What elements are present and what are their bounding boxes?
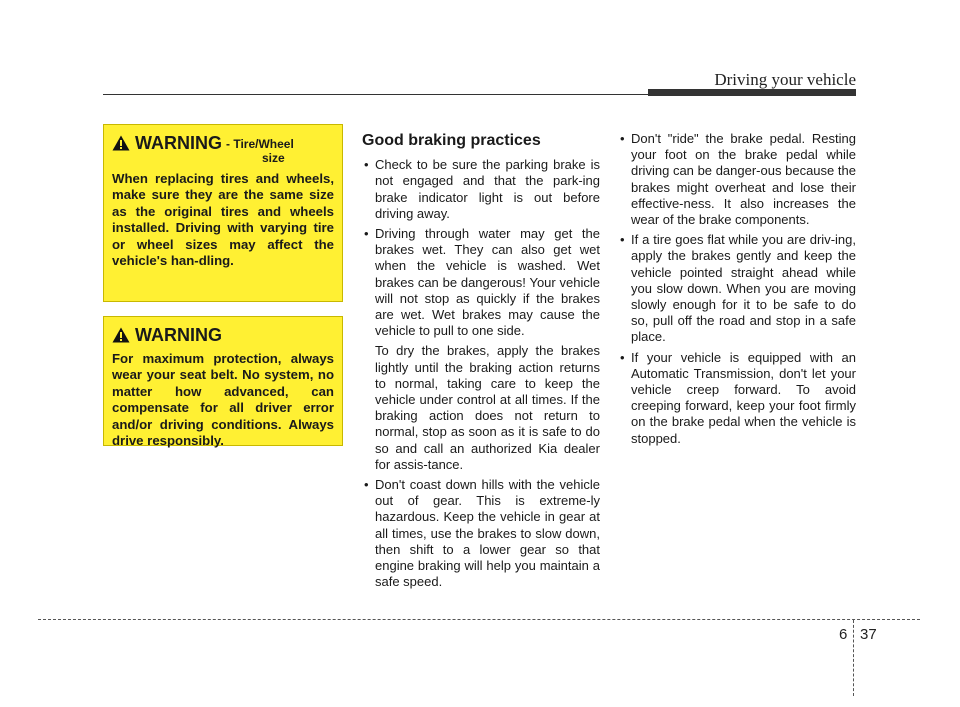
warning-body: When replacing tires and wheels, make sure they are the same size as the original tires and wheels installed. Driving with varying tire or wheel sizes may affect the vehicle's han-dling. bbox=[112, 171, 334, 269]
braking-column-right bbox=[618, 131, 856, 451]
warning-header bbox=[112, 325, 334, 345]
footer-vertical-divider bbox=[853, 620, 854, 696]
warning-box-seat-belt bbox=[103, 316, 343, 449]
warning-body: For maximum protection, always wear your seat belt. No system, no matter how advanced, can compensate for all driver error and/or driving conditions. Always drive responsibly. bbox=[112, 351, 334, 449]
warning-label: WARNING bbox=[135, 133, 222, 153]
warning-box-tire-wheel bbox=[103, 124, 343, 302]
braking-column-left bbox=[362, 131, 600, 594]
list-item bbox=[362, 157, 600, 222]
warning-subtitle-line2: size bbox=[262, 151, 285, 165]
list-item bbox=[362, 226, 600, 473]
bullet-icon: • bbox=[620, 232, 625, 248]
list-item-text: If your vehicle is equipped with an Automatic Transmission, don't let your vehicle creep forward. To avoid creeping forward, keep your foot firmly on the brake pedal when the vehicle is stopped. bbox=[631, 349, 856, 446]
chapter-number: 6 bbox=[839, 626, 848, 643]
list-item-text: Don't "ride" the brake pedal. Resting your foot on the brake pedal while driving can be danger-ous because the brakes might overheat and lose their effective-ness. It also increases the wear of the brake components. bbox=[631, 131, 856, 228]
warning-label: WARNING bbox=[135, 325, 222, 345]
warning-triangle-icon bbox=[112, 135, 130, 151]
list-item-paragraph: To dry the brakes, apply the brakes lightly until the braking action returns to normal, taking care to keep the vehicle under control at all times. If the braking action does not return to normal, stop as soon as it is safe to do so and call an authorized Kia dealer for assis-tance. bbox=[375, 343, 600, 472]
list-item bbox=[618, 232, 856, 345]
bullet-icon: • bbox=[364, 157, 369, 173]
warning-triangle-icon bbox=[112, 327, 130, 343]
bullet-icon: • bbox=[364, 226, 369, 242]
header-bar bbox=[648, 89, 856, 96]
bullet-icon: • bbox=[364, 477, 369, 493]
page-number: 37 bbox=[860, 626, 877, 643]
list-item bbox=[618, 350, 856, 447]
header-rule bbox=[103, 94, 648, 95]
warning-subtitle-line1: - Tire/Wheel bbox=[226, 137, 294, 151]
footer-dashed-rule bbox=[38, 619, 920, 620]
bullet-icon: • bbox=[620, 131, 625, 146]
braking-list-right bbox=[618, 131, 856, 447]
list-item bbox=[362, 477, 600, 590]
list-item-text: Check to be sure the parking brake is not engaged and that the park-ing brake indicator light is out before driving away. bbox=[375, 157, 600, 221]
list-item-text: Driving through water may get the brakes wet. They can also get wet when the vehicle is washed. Wet brakes can be dangerous! Your vehicle will not stop as quickly if the brakes are wet. Wet brakes may cause the vehicle to pull to one side. bbox=[375, 226, 600, 339]
page-header-title: Driving your vehicle bbox=[714, 70, 856, 89]
list-item bbox=[618, 131, 856, 228]
list-item-text: If a tire goes flat while you are driv-ing, apply the brakes gently and keep the vehicle pointed straight ahead while you slow down. When you are moving slowly enough for it to be safe to do so, pull off the road and stop in a safe place. bbox=[631, 232, 856, 345]
braking-list-left bbox=[362, 157, 600, 590]
bullet-icon: • bbox=[620, 349, 625, 365]
section-title: Good braking practices bbox=[362, 132, 541, 149]
warning-header bbox=[112, 133, 334, 165]
list-item-text: Don't coast down hills with the vehicle out of gear. This is extreme-ly hazardous. Keep the vehicle in gear at all times, use the brakes to slow down, then shift to a lower gear so that engine braking will help you maintain a safe speed. bbox=[375, 477, 600, 590]
